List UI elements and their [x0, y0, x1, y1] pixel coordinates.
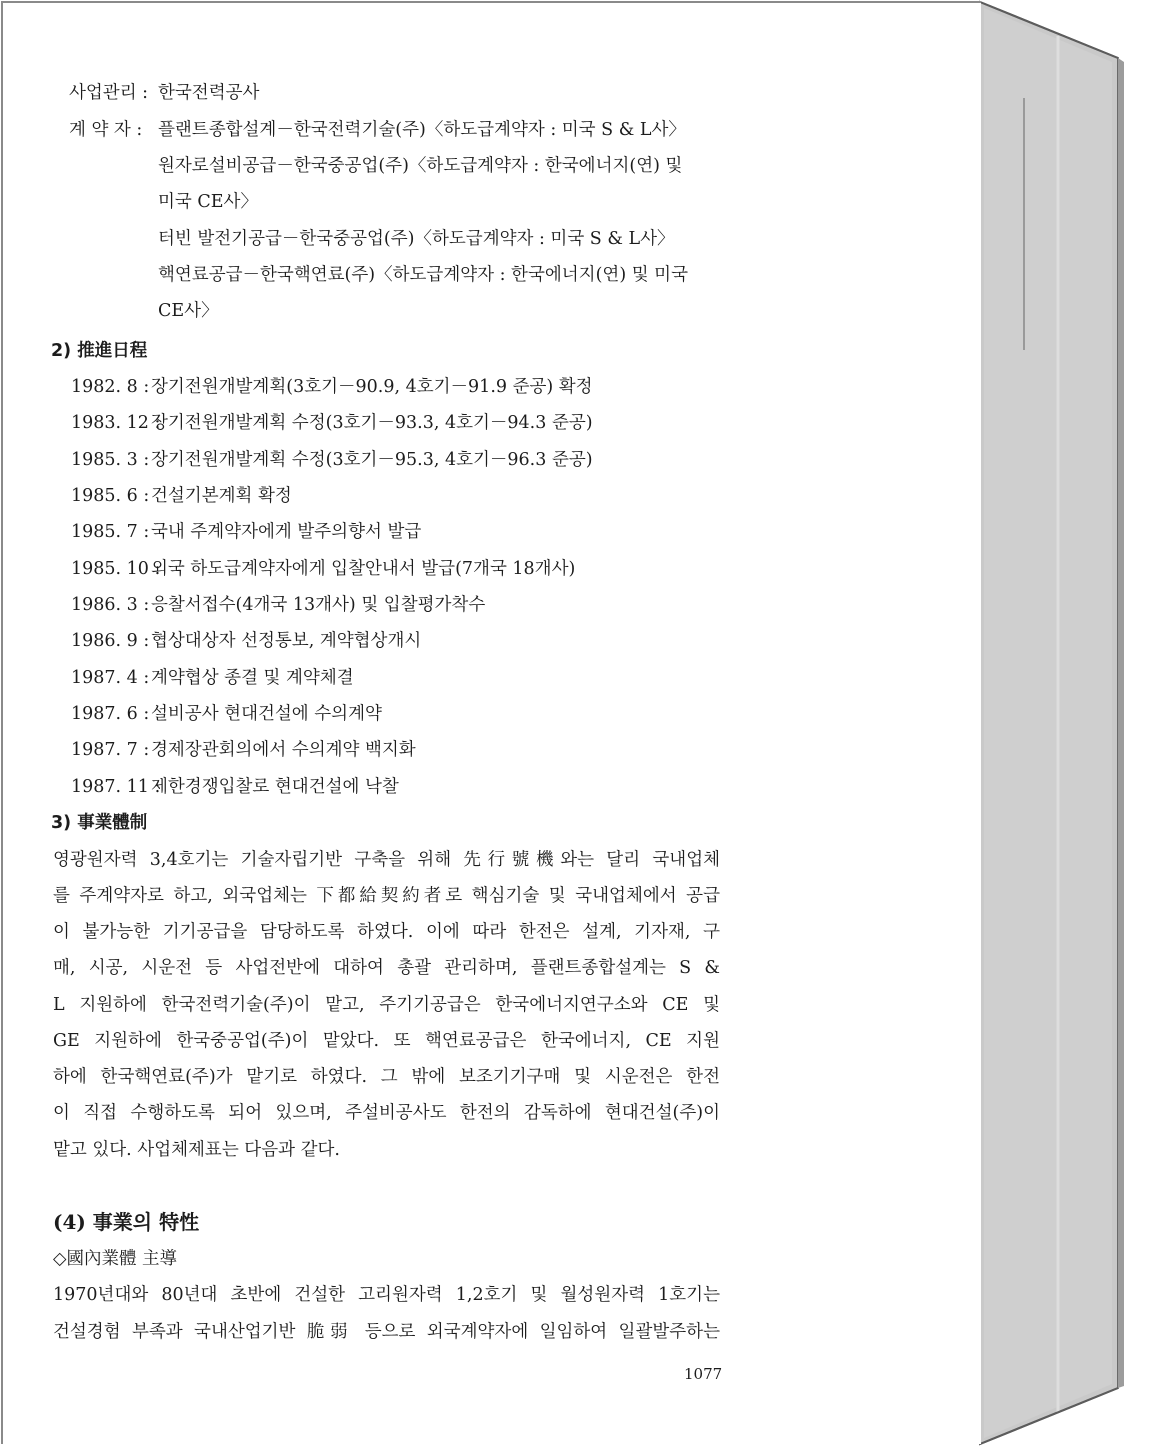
schedule-date: 1985. 3 : — [71, 450, 150, 470]
schedule-text: 설비공사 현대건설에 수의계약 — [151, 704, 382, 724]
schedule-item — [71, 591, 485, 616]
schedule-text: 건설기본계획 확정 — [151, 486, 292, 506]
paragraph-line: 영광원자력 3,4호기는 기술자립기반 구축을 위해 先行號機와는 달리 국내업체 — [53, 850, 720, 870]
schedule-item — [71, 700, 382, 725]
schedule-text: 장기전원개발계획 수정(3호기－93.3, 4호기－94.3 준공) — [151, 413, 593, 433]
schedule-date: 1986. 3 : — [71, 595, 150, 615]
characteristics-heading: (4) 事業의 特性 — [53, 1210, 200, 1234]
schedule-date: 1986. 9 : — [71, 631, 150, 651]
schedule-item — [71, 773, 399, 798]
paragraph-line: 이 불가능한 기기공급을 담당하도록 하였다. 이에 따라 한전은 설계, 기자재, 구 — [53, 922, 720, 942]
schedule-text: 장기전원개발계획 수정(3호기－95.3, 4호기－96.3 준공) — [151, 450, 593, 470]
paragraph-line: 건설경험 부족과 국내산업기반 脆弱 등으로 외국계약자에 일임하여 일괄발주하는 — [53, 1322, 720, 1342]
paragraph-line: GE 지원하에 한국중공업(주)이 맡았다. 또 핵연료공급은 한국에너지, CE 지원 — [53, 1031, 720, 1051]
schedule-date: 1983. 12 : — [71, 413, 161, 433]
contractor-line: 미국 CE사〉 — [158, 192, 258, 212]
contractor-line: 터빈 발전기공급－한국중공업(주)〈하도급계약자 : 미국 S & L사〉 — [158, 229, 675, 249]
schedule-item — [71, 518, 421, 543]
paragraph-line: 이 직접 수행하도록 되어 있으며, 주설비공사도 한전의 감독하에 현대건설(주)이 — [53, 1103, 720, 1123]
contractor-line: 원자로설비공급－한국중공업(주)〈하도급계약자 : 한국에너지(연) 및 — [158, 156, 683, 176]
management-label: 사업관리 : — [69, 83, 149, 103]
schedule-date: 1987. 6 : — [71, 704, 150, 724]
schedule-text: 계약협상 종결 및 계약체결 — [151, 668, 354, 688]
contractor-line: 핵연료공급－한국핵연료(주)〈하도급계약자 : 한국에너지(연) 및 미국 — [158, 265, 688, 285]
schedule-text: 국내 주계약자에게 발주의향서 발급 — [151, 522, 422, 542]
paragraph-line: 매, 시공, 시운전 등 사업전반에 대하여 총괄 관리하며, 플랜트종합설계는 S & — [53, 958, 720, 978]
page-number: 1077 — [684, 1365, 723, 1383]
schedule-date: 1987. 11 : — [71, 777, 161, 797]
schedule-date: 1987. 7 : — [71, 740, 150, 760]
schedule-text: 외국 하도급계약자에게 입찰안내서 발급(7개국 18개사) — [151, 559, 576, 579]
schedule-item — [71, 409, 593, 434]
paragraph-line: 1970년대와 80년대 초반에 건설한 고리원자력 1,2호기 및 월성원자력 1호기는 — [53, 1285, 720, 1305]
schedule-text: 경제장관회의에서 수의계약 백지화 — [151, 740, 416, 760]
schedule-heading: 2) 推進日程 — [51, 341, 148, 361]
management-value: 한국전력공사 — [158, 83, 260, 103]
document-page — [1, 1, 981, 1444]
schedule-date: 1985. 6 : — [71, 486, 150, 506]
paragraph-line: 를 주계약자로 하고, 외국업체는 下都給契約者로 핵심기술 및 국내업체에서 공급 — [53, 886, 720, 906]
contractor-line: CE사〉 — [158, 301, 219, 321]
schedule-item — [71, 373, 593, 398]
schedule-text: 협상대상자 선정통보, 계약협상개시 — [151, 631, 422, 651]
schedule-date: 1985. 10 : — [71, 559, 161, 579]
schedule-date: 1987. 4 : — [71, 668, 150, 688]
schedule-item — [71, 627, 421, 652]
schedule-text: 제한경쟁입찰로 현대건설에 낙찰 — [151, 777, 399, 797]
paragraph-line: 하에 한국핵연료(주)가 맡기로 하였다. 그 밖에 보조기기구매 및 시운전은 한전 — [53, 1067, 720, 1087]
schedule-date: 1982. 8 : — [71, 377, 150, 397]
schedule-item — [71, 482, 292, 507]
schedule-item — [71, 446, 593, 471]
paragraph-line: L 지원하에 한국전력기술(주)이 맡고, 주기기공급은 한국에너지연구소와 CE 및 — [53, 995, 720, 1015]
schedule-text: 장기전원개발계획(3호기－90.9, 4호기－91.9 준공) 확정 — [151, 377, 593, 397]
system-heading: 3) 事業體制 — [51, 813, 148, 833]
contractors-label: 계 약 자 : — [69, 120, 143, 140]
paragraph-line: 맡고 있다. 사업체제표는 다음과 같다. — [53, 1140, 340, 1160]
schedule-item — [71, 736, 416, 761]
schedule-item — [71, 664, 354, 689]
characteristics-subheading: ◇國內業體 主導 — [53, 1249, 178, 1269]
schedule-text: 응찰서접수(4개국 13개사) 및 입찰평가착수 — [151, 595, 486, 615]
schedule-item — [71, 555, 575, 580]
schedule-date: 1985. 7 : — [71, 522, 150, 542]
contractor-line: 플랜트종합설계－한국전력기술(주)〈하도급계약자 : 미국 S & L사〉 — [158, 120, 686, 140]
